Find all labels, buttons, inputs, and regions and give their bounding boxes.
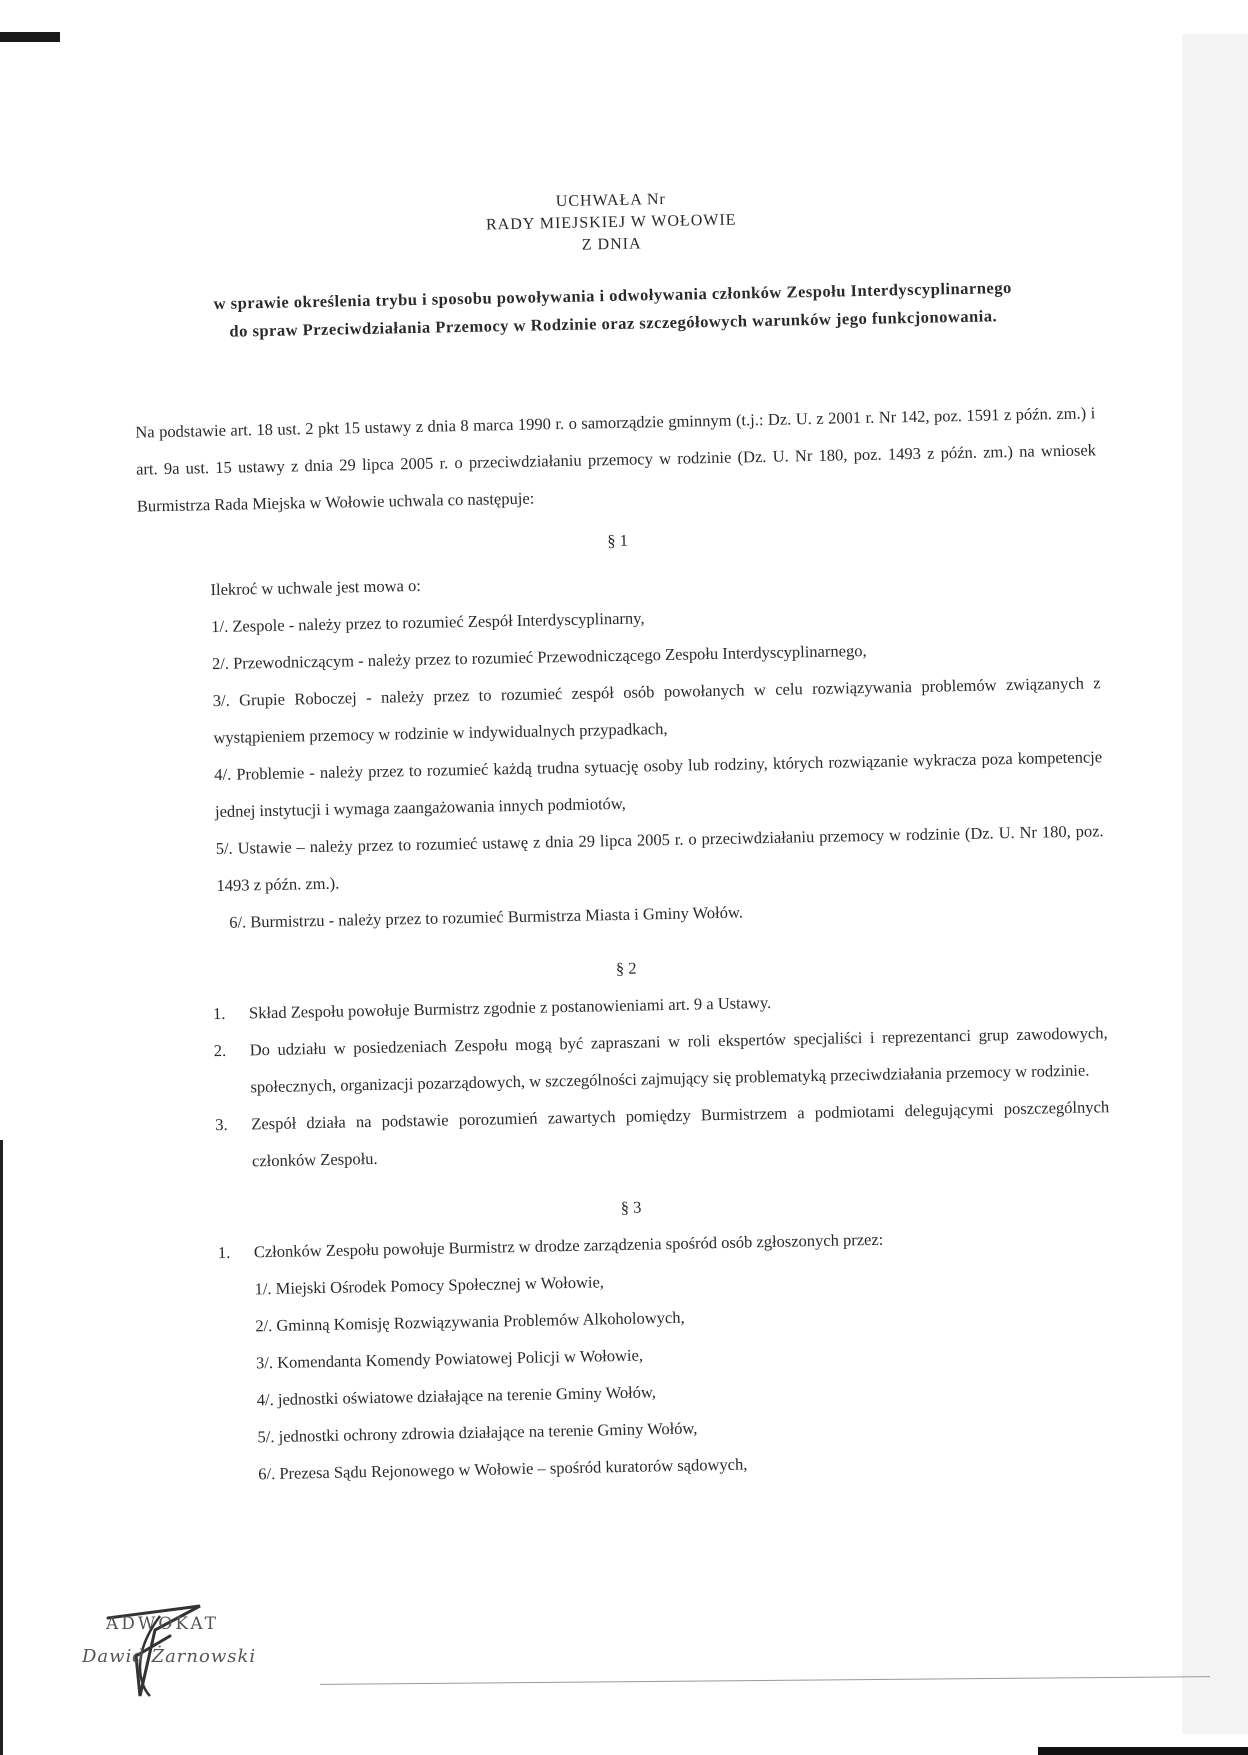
list-item-number: 1. <box>212 1003 226 1024</box>
resolution-subject <box>133 272 1094 347</box>
section-3-heading: § 3 <box>620 1197 642 1217</box>
resolution-title <box>131 180 1092 265</box>
nominating-body: 1/. Miejski Ośrodek Pomocy Społecznej w Wołowie, <box>254 1272 605 1299</box>
list-item-number: 1. <box>217 1242 231 1263</box>
definition-item: 5/. Ustawie – należy przez to rozumieć ustawę z dnia 29 lipca 2005 r. o przeciwdziałaniu przemocy w rodzinie (Dz. U. Nr 180, poz. 1493 z późn. zm.). <box>215 821 1104 896</box>
scan-edge-bottom <box>1038 1747 1248 1755</box>
lawyer-stamp <box>60 1596 320 1706</box>
section-1 <box>210 553 1105 941</box>
stamp-title: ADWOKAT <box>106 1614 220 1634</box>
list-item-number: 2. <box>213 1040 227 1061</box>
definition-item: 4/. Problemie - należy przez to rozumieć każdą trudna sytuację osoby lub rodziny, których rozwiązanie wykracza poza kompetencje jednej instytucji i wymaga zaangażowania innych podmiotów, <box>214 747 1103 822</box>
section-2-heading: § 2 <box>615 958 637 979</box>
definition-item: 6/. Burmistrzu - należy przez to rozumieć Burmistrza Miasta i Gminy Wołów. <box>229 902 744 932</box>
council-name: RADY MIEJSKIEJ W WOŁOWIE <box>485 211 737 234</box>
stamp-name: Dawid Żarnowski <box>82 1646 257 1667</box>
nominating-body: 5/. jednostki ochrony zdrowia działające na terenie Gminy Wołów, <box>257 1418 698 1447</box>
nominating-body: 6/. Prezesa Sądu Rejonowego w Wołowie – spośród kuratorów sądowych, <box>258 1454 748 1484</box>
scan-edge-top <box>0 32 60 42</box>
list-item-text: Skład Zespołu powołuje Burmistrz zgodnie z postanowieniami art. 9 a Ustawy. <box>248 992 772 1023</box>
definition-item: 1/. Zespole - należy przez to rozumieć Zespół Interdyscyplinarny, <box>211 608 645 637</box>
subject-line-2: do spraw Przeciwdziałania Przemocy w Rodzinie oraz szczegółowych warunków jego funkcjonowania. <box>229 306 998 341</box>
resolution-date: Z DNIA <box>581 235 642 254</box>
resolution-number: UCHWAŁA Nr <box>555 190 666 211</box>
scan-edge-left <box>0 1140 3 1755</box>
list-item-text: Zespół działa na podstawie porozumień zawartych pomiędzy Burmistrzem a podmiotami delegującymi poszczególnych członków Zespołu. <box>251 1097 1110 1171</box>
definition-item: 2/. Przewodniczącym - należy przez to rozumieć Przewodniczącego Zespołu Interdyscyplinarnego, <box>211 640 867 674</box>
section-1-heading: § 1 <box>607 530 629 551</box>
list-item-text: Do udziału w posiedzeniach Zespołu mogą być zapraszani w roli ekspertów specjaliści i reprezentanci grup zawodowych, społecznych, organizacji pozarządowych, w szczególności zajmujący się problematyką przeciwdziałania przemocy w rodzinie. <box>249 1023 1108 1097</box>
document-page <box>130 150 1120 1689</box>
list-item-text: Członków Zespołu powołuje Burmistrz w drodze zarządzenia spośród osób zgłoszonych przez: <box>253 1229 884 1262</box>
scan-edge-right <box>1182 34 1248 1734</box>
list-item-number: 3. <box>215 1114 228 1135</box>
subject-line-1: w sprawie określenia trybu i sposobu powoływania i odwoływania członków Zespołu Interdyscyplinarnego <box>213 277 1012 313</box>
section-3 <box>217 1216 1116 1493</box>
nominating-body: 4/. jednostki oświatowe działające na terenie Gminy Wołów, <box>256 1382 657 1410</box>
section-1-intro: Ilekroć w uchwale jest mowa o: <box>210 575 422 600</box>
definition-item: 3/. Grupie Roboczej - należy przez to rozumieć zespół osób powołanych w celu rozwiązywania problemów związanych z wystąpieniem przemocy w rodzinie w indywidualnych przypadkach, <box>212 673 1101 748</box>
section-2 <box>213 977 1111 1180</box>
preamble: Na podstawie art. 18 ust. 2 pkt 15 ustawy z dnia 8 marca 1990 r. o samorządzie gminnym (t.j.: Dz. U. z 2001 r. Nr 142, poz. 1591 z późn. zm.) i art. 9a ust. 15 ustawy z dnia 29 lipca 2005 r. o przeciwdziałaniu przemocy w rodzinie (Dz. U. Nr 180, poz. 1493 z późn. zm.) na wniosek Burmistrza Rada Miejska w Wołowie uchwala co następuje: <box>135 403 1097 516</box>
nominating-body: 3/. Komendanta Komendy Powiatowej Policji w Wołowie, <box>255 1345 644 1373</box>
nominating-bodies-list <box>254 1253 1116 1492</box>
nominating-body: 2/. Gminną Komisję Rozwiązywania Problemów Alkoholowych, <box>255 1307 685 1336</box>
